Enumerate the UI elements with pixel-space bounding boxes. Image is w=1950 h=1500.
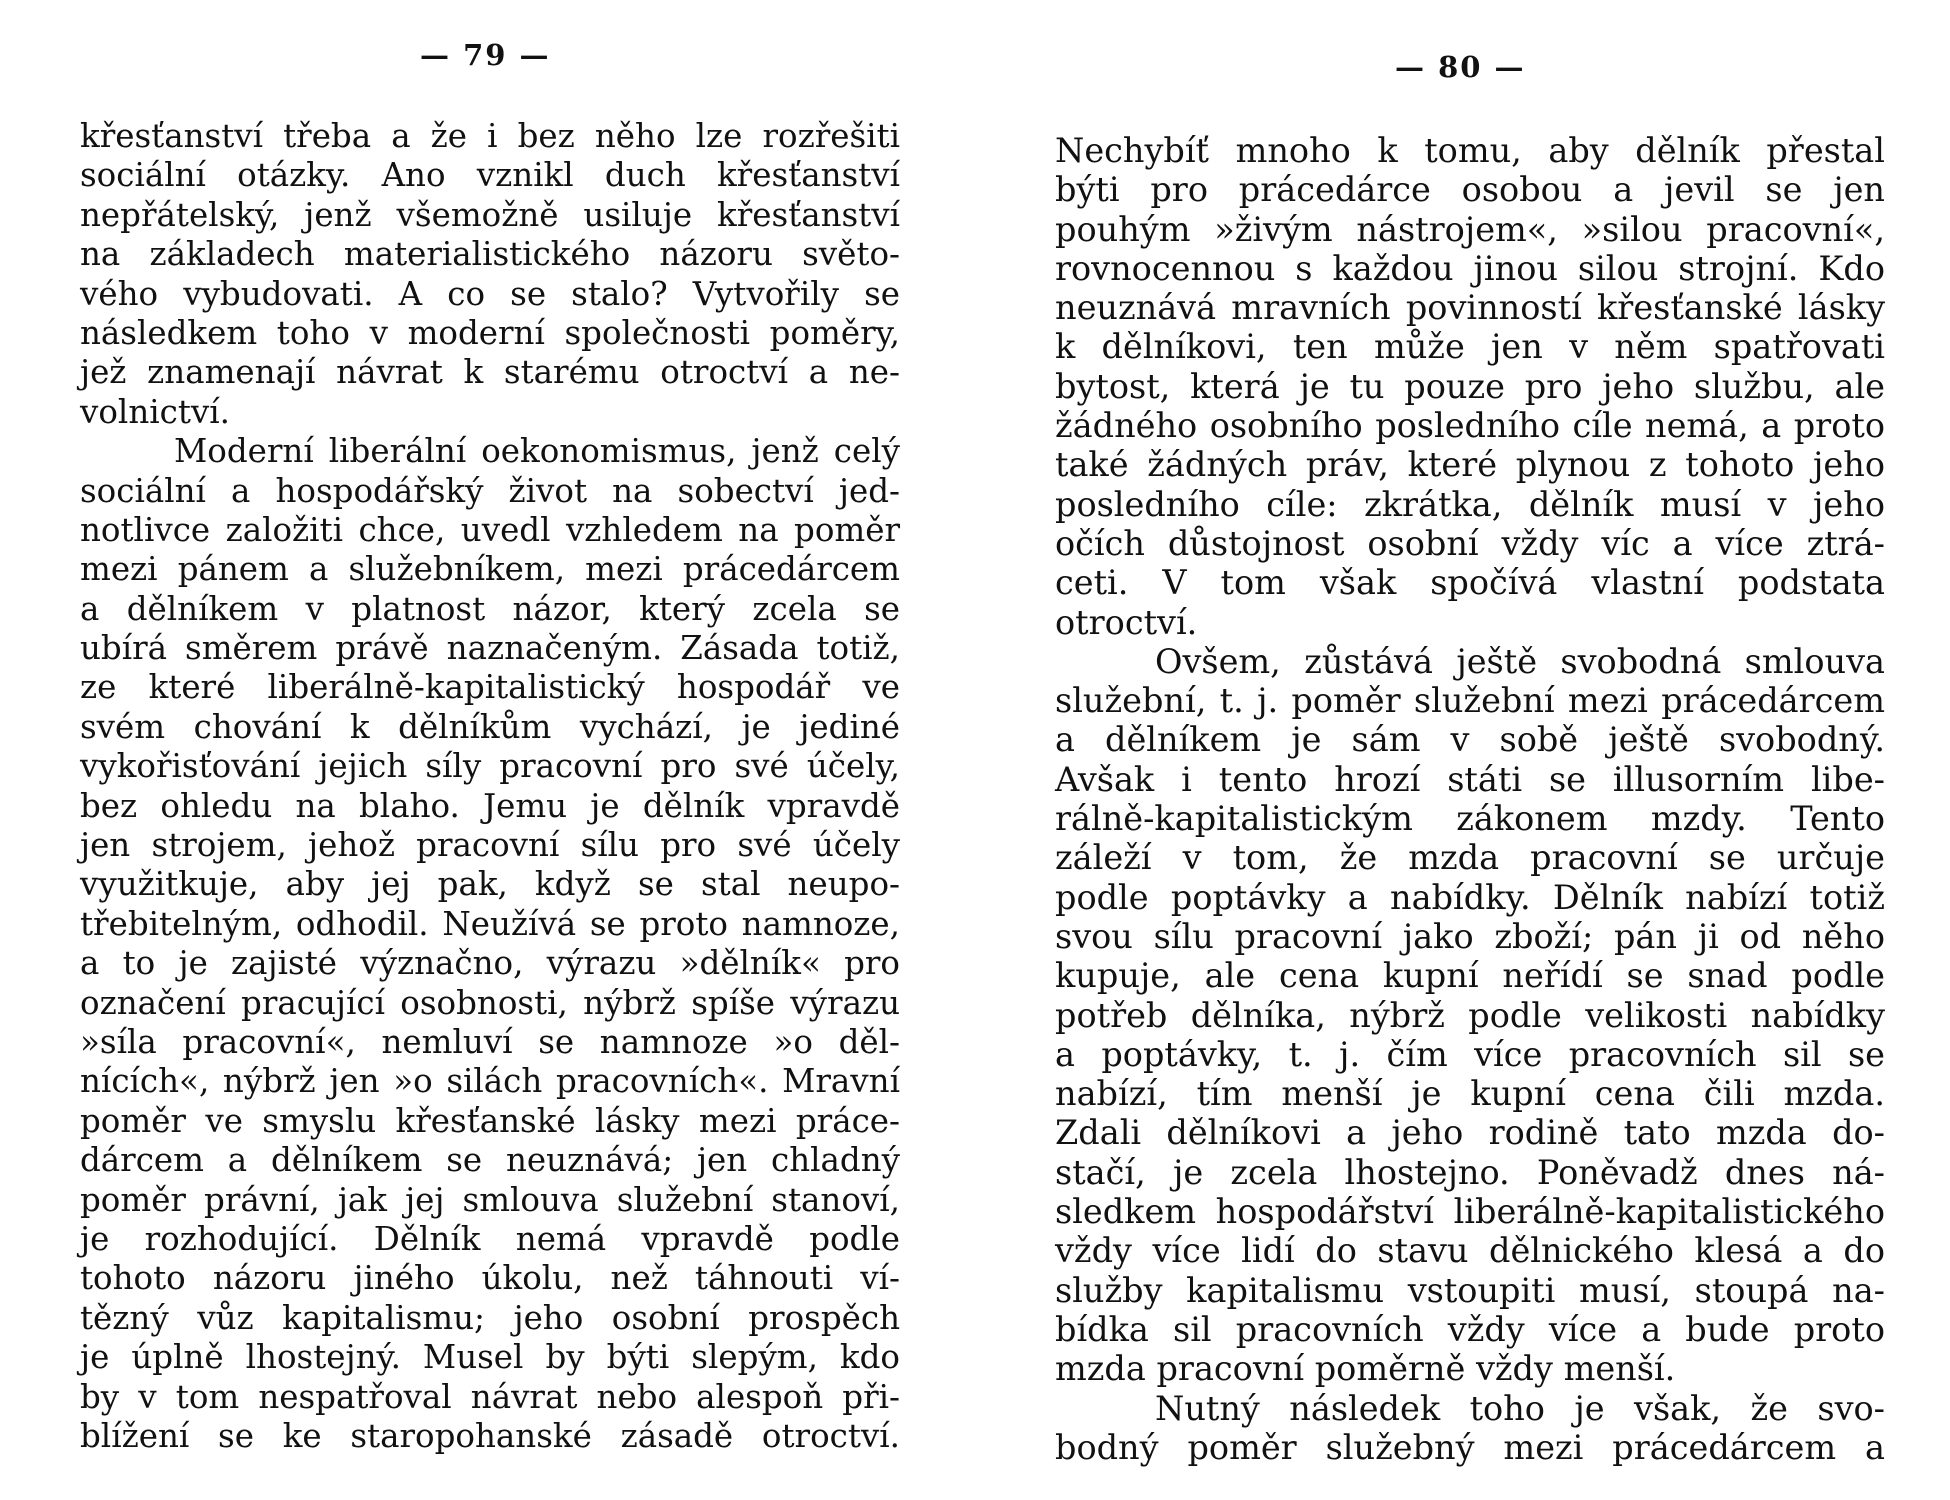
text-line: jen strojem, jehož pracovní sílu pro své účely — [80, 826, 900, 865]
text-line: vždy více lidí do stavu dělnického klesá a do — [1055, 1231, 1885, 1271]
text-line: Avšak i tento hrozí státi se illusorním libe- — [1055, 759, 1885, 799]
text-line: býti pro prácedárce osobou a jevil se jen — [1055, 170, 1885, 210]
text-line: volnictví. — [80, 392, 230, 431]
text-line: využitkuje, aby jej pak, když se stal neupo- — [80, 865, 900, 904]
text-line: služby kapitalismu vstoupiti musí, stoupá na- — [1055, 1270, 1885, 1310]
text-line: třebitelným, odhodil. Neužívá se proto namnoze, — [80, 904, 900, 943]
text-line: mezi pánem a služebníkem, mezi prácedárcem — [80, 550, 900, 589]
text-line: záleží v tom, že mzda pracovní se určuje — [1055, 838, 1885, 878]
text-line: bytost, která je tu pouze pro jeho službu, ale — [1055, 366, 1885, 406]
text-line: bodný poměr služebný mezi prácedárcem a — [1055, 1427, 1885, 1467]
text-line: následkem toho v moderní společnosti poměry, — [80, 313, 900, 352]
text-line: podle poptávky a nabídky. Dělník nabízí totiž — [1055, 877, 1885, 917]
text-line: neuznává mravních povinností křesťanské lásky — [1055, 288, 1885, 328]
text-line: kupuje, ale cena kupní neřídí se snad podle — [1055, 956, 1885, 996]
page-text — [80, 117, 900, 1456]
text-line: Moderní liberální oekonomismus, jenž celý — [174, 432, 900, 471]
text-line: dárcem a dělníkem se neuznává; jen chladný — [80, 1141, 900, 1180]
text-line: stačí, je zcela lhostejno. Poněvadž dnes ná- — [1055, 1152, 1885, 1192]
text-line: potřeb dělníka, nýbrž podle velikosti nabídky — [1055, 995, 1885, 1035]
text-line: ubírá směrem právě naznačeným. Zásada totiž, — [80, 629, 900, 668]
text-line: sociální a hospodářský život na sobectví jed- — [80, 471, 900, 510]
text-line: blížení se ke staropohanské zásadě otroctví. — [80, 1416, 900, 1455]
page-number: — 79 — — [420, 38, 551, 72]
text-line: bez ohledu na blaho. Jemu je dělník vpravdě — [80, 786, 900, 825]
text-line: a dělníkem v platnost názor, který zcela se — [80, 589, 900, 628]
text-line: mzda pracovní poměrně vždy menší. — [1055, 1349, 1676, 1389]
text-line: bídka sil pracovních vždy více a bude proto — [1055, 1309, 1885, 1349]
text-line: vykořisťování jejich síly pracovní pro své účely, — [80, 747, 900, 786]
text-line: Zdali dělníkovi a jeho rodině tato mzda do- — [1055, 1113, 1885, 1153]
text-line: označení pracující osobnosti, nýbrž spíše výrazu — [80, 983, 900, 1022]
text-line: žádného osobního posledního cíle nemá, a proto — [1055, 406, 1885, 446]
text-line: služební, t. j. poměr služební mezi prácedárcem — [1055, 681, 1885, 721]
text-line: je úplně lhostejný. Musel by býti slepým, kdo — [80, 1338, 900, 1377]
text-line: k dělníkovi, ten může jen v něm spatřovati — [1055, 327, 1885, 367]
text-line: by v tom nespatřoval návrat nebo alespoň při- — [80, 1377, 900, 1416]
text-line: »síla pracovní«, nemluví se namnoze »o děl- — [80, 1022, 900, 1061]
text-line: sledkem hospodářství liberálně-kapitalistického — [1055, 1192, 1885, 1232]
text-line: nabízí, tím menší je kupní cena čili mzda. — [1055, 1074, 1885, 1114]
text-line: a poptávky, t. j. čím více pracovních sil se — [1055, 1034, 1885, 1074]
text-line: rálně-kapitalistickým zákonem mzdy. Tento — [1055, 799, 1885, 839]
text-line: křesťanství třeba a že i bez něho lze rozřešiti — [80, 117, 900, 155]
text-line: tězný vůz kapitalismu; jeho osobní prospěch — [80, 1298, 900, 1337]
text-line: rovnocennou s každou jinou silou strojní. Kdo — [1055, 248, 1885, 288]
text-line: je rozhodující. Dělník nemá vpravdě podle — [80, 1219, 900, 1258]
text-line: sociální otázky. Ano vznikl duch křesťanství — [80, 156, 900, 195]
text-line: posledního cíle: zkrátka, dělník musí v jeho — [1055, 484, 1885, 524]
text-line: a dělníkem je sám v sobě ještě svobodný. — [1055, 720, 1885, 760]
text-line: a to je zajisté význačno, výrazu »dělník« pro — [80, 944, 900, 983]
text-line: na základech materialistického názoru světo- — [80, 235, 900, 274]
text-line: tohoto názoru jiného úkolu, než táhnouti ví- — [80, 1259, 900, 1298]
text-line: Nutný následek toho je však, že svo- — [1155, 1388, 1885, 1428]
text-line: Nechybíť mnoho k tomu, aby dělník přestal — [1055, 131, 1885, 170]
text-line: vého vybudovati. A co se stalo? Vytvořily se — [80, 274, 900, 313]
text-line: Ovšem, zůstává ještě svobodná smlouva — [1155, 641, 1885, 681]
text-line: poměr ve smyslu křesťanské lásky mezi práce- — [80, 1101, 900, 1140]
text-line: svou sílu pracovní jako zboží; pán ji od něho — [1055, 916, 1885, 956]
text-line: ceti. V tom však spočívá vlastní podstata — [1055, 563, 1885, 603]
page-number: — 80 — — [1395, 50, 1526, 84]
page-text — [1055, 131, 1885, 1467]
text-line: svém chování k dělníkům vychází, je jediné — [80, 707, 900, 746]
text-line: nících«, nýbrž jen »o silách pracovních«. Mravní — [80, 1062, 900, 1101]
text-line: notlivce založiti chce, uvedl vzhledem na poměr — [80, 510, 900, 549]
text-line: pouhým »živým nástrojem«, »silou pracovní«, — [1055, 209, 1885, 249]
text-line: také žádných práv, které plynou z tohoto jeho — [1055, 445, 1885, 485]
text-line: nepřátelský, jenž všemožně usiluje křesťanství — [80, 195, 900, 234]
text-line: otroctví. — [1055, 602, 1198, 642]
text-line: jež znamenají návrat k starému otroctví a ne- — [80, 353, 900, 392]
text-line: ze které liberálně-kapitalistický hospodář ve — [80, 668, 900, 707]
text-line: očích důstojnost osobní vždy víc a více ztrá- — [1055, 523, 1885, 563]
text-line: poměr právní, jak jej smlouva služební stanoví, — [80, 1180, 900, 1219]
